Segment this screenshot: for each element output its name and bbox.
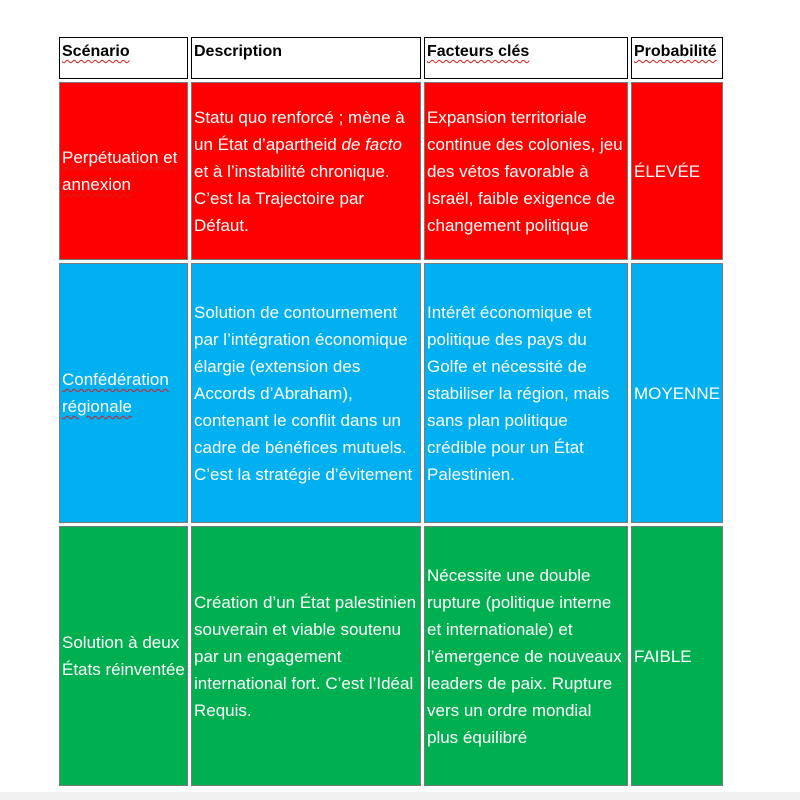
header-description: Description [191,37,421,79]
factors-cell: Nécessite une double rupture (politique interne et internationale) et l’émergence de nouveaux leaders de paix. Rupture vers un ordre mondial plus équilibré [424,526,628,786]
bottom-strip [0,792,800,800]
description-cell: Création d’un État palestinien souverain et viable soutenu par un engagement international fort. C’est l’Idéal Requis. [191,526,421,786]
probability-cell: MOYENNE [631,263,723,523]
header-probability: Probabilité [631,37,723,79]
scenario-cell: Perpétuation et annexion [59,82,188,260]
scenario-cell: Confédération régionale [59,263,188,523]
header-factors: Facteurs clés [424,37,628,79]
probability-cell: FAIBLE [631,526,723,786]
description-cell: Solution de contournement par l’intégration économique élargie (extension des Accords d’Abraham), contenant le conflit dans un cadre de bénéfices mutuels. C’est la stratégie d’évitement [191,263,421,523]
table-row [59,526,723,786]
table-row [59,82,723,260]
table-row [59,263,723,523]
scenario-cell: Solution à deux États réinventée [59,526,188,786]
header-row [59,37,723,79]
factors-cell: Intérêt économique et politique des pays du Golfe et nécessité de stabiliser la région, mais sans plan politique crédible pour un État Palestinien. [424,263,628,523]
probability-cell: ÉLEVÉE [631,82,723,260]
scenario-table [56,34,726,789]
header-scenario: Scénario [59,37,188,79]
description-cell: Statu quo renforcé ; mène à un État d’apartheid de facto et à l’instabilité chronique. C’est la Trajectoire par Défaut. [191,82,421,260]
factors-cell: Expansion territoriale continue des colonies, jeu des vétos favorable à Israël, faible exigence de changement politique [424,82,628,260]
